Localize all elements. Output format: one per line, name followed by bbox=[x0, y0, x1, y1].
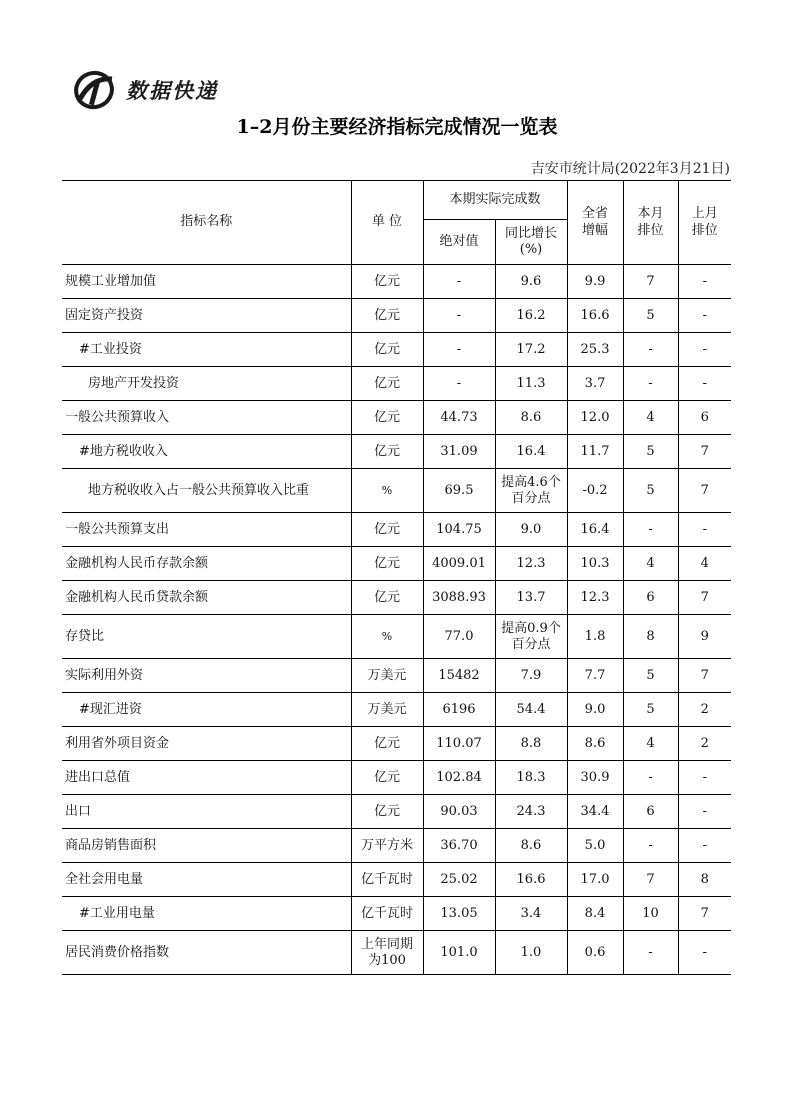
table-cell: 5.0 bbox=[567, 829, 623, 863]
table-cell: 利用省外项目资金 bbox=[62, 727, 351, 761]
table-cell: 36.70 bbox=[423, 829, 495, 863]
table-cell: 4 bbox=[623, 547, 678, 581]
table-cell: 44.73 bbox=[423, 401, 495, 435]
table-cell: 一般公共预算收入 bbox=[62, 401, 351, 435]
table-cell: 3088.93 bbox=[423, 581, 495, 615]
table-cell: 亿元 bbox=[351, 727, 423, 761]
table-cell: 金融机构人民币贷款余额 bbox=[62, 581, 351, 615]
table-cell: - bbox=[623, 513, 678, 547]
table-cell: 5 bbox=[623, 693, 678, 727]
table-cell: 提高0.9个 百分点 bbox=[495, 615, 567, 659]
table-cell: #工业投资 bbox=[62, 333, 351, 367]
table-cell: -0.2 bbox=[567, 469, 623, 513]
logo bbox=[72, 66, 242, 114]
table-cell: 进出口总值 bbox=[62, 761, 351, 795]
table-cell: - bbox=[423, 367, 495, 401]
table-cell: 4009.01 bbox=[423, 547, 495, 581]
table-cell: 亿千瓦时 bbox=[351, 863, 423, 897]
table-cell: 9.9 bbox=[567, 265, 623, 299]
table-cell: 8.8 bbox=[495, 727, 567, 761]
table-row bbox=[62, 897, 731, 931]
table-cell: 上年同期 为100 bbox=[351, 931, 423, 975]
table-cell: 16.6 bbox=[567, 299, 623, 333]
table-cell: 4 bbox=[623, 727, 678, 761]
table-cell: 8.4 bbox=[567, 897, 623, 931]
table-cell: - bbox=[423, 333, 495, 367]
table-cell: 54.4 bbox=[495, 693, 567, 727]
table-cell: 亿元 bbox=[351, 299, 423, 333]
table-row bbox=[62, 795, 731, 829]
table-cell: 商品房销售面积 bbox=[62, 829, 351, 863]
table-row bbox=[62, 693, 731, 727]
table-cell: 金融机构人民币存款余额 bbox=[62, 547, 351, 581]
table-cell: 6 bbox=[678, 401, 731, 435]
table-cell: - bbox=[623, 931, 678, 975]
table-row bbox=[62, 513, 731, 547]
table-cell: 2 bbox=[678, 693, 731, 727]
table-cell: 亿元 bbox=[351, 513, 423, 547]
table-cell: 亿元 bbox=[351, 435, 423, 469]
table-row bbox=[62, 299, 731, 333]
table-cell: 5 bbox=[623, 435, 678, 469]
table-cell: 万美元 bbox=[351, 659, 423, 693]
table-cell: 7 bbox=[623, 863, 678, 897]
table-row bbox=[62, 615, 731, 659]
table-cell: 亿元 bbox=[351, 265, 423, 299]
table-cell: 固定资产投资 bbox=[62, 299, 351, 333]
table-cell: 10 bbox=[623, 897, 678, 931]
table-cell: #现汇进资 bbox=[62, 693, 351, 727]
table-row bbox=[62, 829, 731, 863]
table-row bbox=[62, 469, 731, 513]
table-cell: 69.5 bbox=[423, 469, 495, 513]
table-cell: - bbox=[623, 761, 678, 795]
table-row bbox=[62, 547, 731, 581]
table-cell: 9.6 bbox=[495, 265, 567, 299]
table-row bbox=[62, 333, 731, 367]
table-cell: - bbox=[678, 761, 731, 795]
table-cell: - bbox=[678, 829, 731, 863]
table-cell: 12.0 bbox=[567, 401, 623, 435]
table-cell: 亿元 bbox=[351, 367, 423, 401]
table-cell: 16.4 bbox=[495, 435, 567, 469]
header-rank-this-month: 本月 排位 bbox=[623, 181, 678, 265]
table-cell: 提高4.6个 百分点 bbox=[495, 469, 567, 513]
table-cell: - bbox=[678, 333, 731, 367]
table-cell: 8 bbox=[623, 615, 678, 659]
table-row bbox=[62, 727, 731, 761]
table-cell: 5 bbox=[623, 299, 678, 333]
header-province-growth: 全省 增幅 bbox=[567, 181, 623, 265]
table-cell: - bbox=[623, 333, 678, 367]
header-actual-group: 本期实际完成数 bbox=[423, 181, 567, 220]
table-cell: 15482 bbox=[423, 659, 495, 693]
table-cell: 30.9 bbox=[567, 761, 623, 795]
indicators-table bbox=[62, 180, 731, 975]
table-cell: 亿元 bbox=[351, 547, 423, 581]
table-cell: 亿元 bbox=[351, 333, 423, 367]
table-cell: - bbox=[623, 367, 678, 401]
table-cell: 地方税收收入占一般公共预算收入比重 bbox=[62, 469, 351, 513]
table-row bbox=[62, 435, 731, 469]
table-cell: 7 bbox=[678, 435, 731, 469]
table-cell: 17.2 bbox=[495, 333, 567, 367]
table-cell: - bbox=[678, 265, 731, 299]
table-cell: 1.0 bbox=[495, 931, 567, 975]
table-cell: 5 bbox=[623, 469, 678, 513]
table-cell: 1.8 bbox=[567, 615, 623, 659]
table-cell: 7.9 bbox=[495, 659, 567, 693]
stats-logo-icon bbox=[72, 69, 118, 111]
table-cell: 18.3 bbox=[495, 761, 567, 795]
table-cell: 4 bbox=[623, 401, 678, 435]
table-cell: 亿元 bbox=[351, 581, 423, 615]
table-cell: 104.75 bbox=[423, 513, 495, 547]
table-cell: 一般公共预算支出 bbox=[62, 513, 351, 547]
table-cell: 25.3 bbox=[567, 333, 623, 367]
table-cell: 6 bbox=[623, 581, 678, 615]
table-cell: 8.6 bbox=[495, 401, 567, 435]
table-cell: #工业用电量 bbox=[62, 897, 351, 931]
table-cell: % bbox=[351, 615, 423, 659]
table-cell: % bbox=[351, 469, 423, 513]
header-indicator-name: 指标名称 bbox=[62, 181, 351, 265]
table-cell: 11.3 bbox=[495, 367, 567, 401]
table-cell: 房地产开发投资 bbox=[62, 367, 351, 401]
table-row bbox=[62, 659, 731, 693]
table-cell: 13.7 bbox=[495, 581, 567, 615]
table-cell: 亿元 bbox=[351, 401, 423, 435]
table-row bbox=[62, 761, 731, 795]
table-cell: - bbox=[423, 265, 495, 299]
table-cell: 7 bbox=[678, 897, 731, 931]
table-cell: 存贷比 bbox=[62, 615, 351, 659]
table-cell: 万平方米 bbox=[351, 829, 423, 863]
table-row bbox=[62, 265, 731, 299]
table-cell: 77.0 bbox=[423, 615, 495, 659]
table-cell: 31.09 bbox=[423, 435, 495, 469]
table-cell: 实际利用外资 bbox=[62, 659, 351, 693]
table-cell: 16.2 bbox=[495, 299, 567, 333]
table-row bbox=[62, 863, 731, 897]
table-cell: 亿千瓦时 bbox=[351, 897, 423, 931]
table-cell: 4 bbox=[678, 547, 731, 581]
table-cell: - bbox=[423, 299, 495, 333]
table-cell: 3.7 bbox=[567, 367, 623, 401]
table-cell: 17.0 bbox=[567, 863, 623, 897]
table-cell: 9.0 bbox=[567, 693, 623, 727]
table-cell: - bbox=[678, 795, 731, 829]
header-unit: 单 位 bbox=[351, 181, 423, 265]
table-cell: 24.3 bbox=[495, 795, 567, 829]
table-cell: 0.6 bbox=[567, 931, 623, 975]
table-row bbox=[62, 581, 731, 615]
table-cell: 34.4 bbox=[567, 795, 623, 829]
table-cell: 7.7 bbox=[567, 659, 623, 693]
table-cell: 25.02 bbox=[423, 863, 495, 897]
table-cell: - bbox=[678, 931, 731, 975]
logo-text: 数据快递 bbox=[126, 78, 218, 103]
source-note: 吉安市统计局(2022年3月21日) bbox=[530, 161, 730, 177]
table-cell: 8.6 bbox=[567, 727, 623, 761]
table-cell: 6196 bbox=[423, 693, 495, 727]
table-cell: 12.3 bbox=[567, 581, 623, 615]
table-cell: 101.0 bbox=[423, 931, 495, 975]
table-cell: 16.4 bbox=[567, 513, 623, 547]
table-cell: - bbox=[678, 513, 731, 547]
table-cell: 9 bbox=[678, 615, 731, 659]
table-cell: 9.0 bbox=[495, 513, 567, 547]
table-cell: 13.05 bbox=[423, 897, 495, 931]
table-cell: 7 bbox=[678, 581, 731, 615]
table-row bbox=[62, 401, 731, 435]
table-cell: #地方税收收入 bbox=[62, 435, 351, 469]
table-cell: 8.6 bbox=[495, 829, 567, 863]
table-cell: 亿元 bbox=[351, 795, 423, 829]
table-cell: 110.07 bbox=[423, 727, 495, 761]
table-cell: 12.3 bbox=[495, 547, 567, 581]
table-cell: 5 bbox=[623, 659, 678, 693]
header-rank-last-month: 上月 排位 bbox=[678, 181, 731, 265]
table-cell: 居民消费价格指数 bbox=[62, 931, 351, 975]
table-cell: 7 bbox=[678, 659, 731, 693]
table-cell: - bbox=[678, 299, 731, 333]
table-cell: 90.03 bbox=[423, 795, 495, 829]
table-cell: - bbox=[623, 829, 678, 863]
table-row bbox=[62, 367, 731, 401]
table-cell: 亿元 bbox=[351, 761, 423, 795]
table-cell: 出口 bbox=[62, 795, 351, 829]
table-cell: 7 bbox=[623, 265, 678, 299]
table-cell: 3.4 bbox=[495, 897, 567, 931]
table-row bbox=[62, 931, 731, 975]
header-yoy: 同比增长 (%) bbox=[495, 220, 567, 265]
table-cell: 规模工业增加值 bbox=[62, 265, 351, 299]
table-cell: 万美元 bbox=[351, 693, 423, 727]
table-cell: 2 bbox=[678, 727, 731, 761]
header-absolute: 绝对值 bbox=[423, 220, 495, 265]
table-cell: 全社会用电量 bbox=[62, 863, 351, 897]
table-cell: 16.6 bbox=[495, 863, 567, 897]
table-cell: 6 bbox=[623, 795, 678, 829]
table-cell: 8 bbox=[678, 863, 731, 897]
table-cell: 7 bbox=[678, 469, 731, 513]
table-cell: 102.84 bbox=[423, 761, 495, 795]
table-cell: - bbox=[678, 367, 731, 401]
page-title: 1–2月份主要经济指标完成情况一览表 bbox=[236, 116, 558, 138]
table-cell: 11.7 bbox=[567, 435, 623, 469]
table-cell: 10.3 bbox=[567, 547, 623, 581]
